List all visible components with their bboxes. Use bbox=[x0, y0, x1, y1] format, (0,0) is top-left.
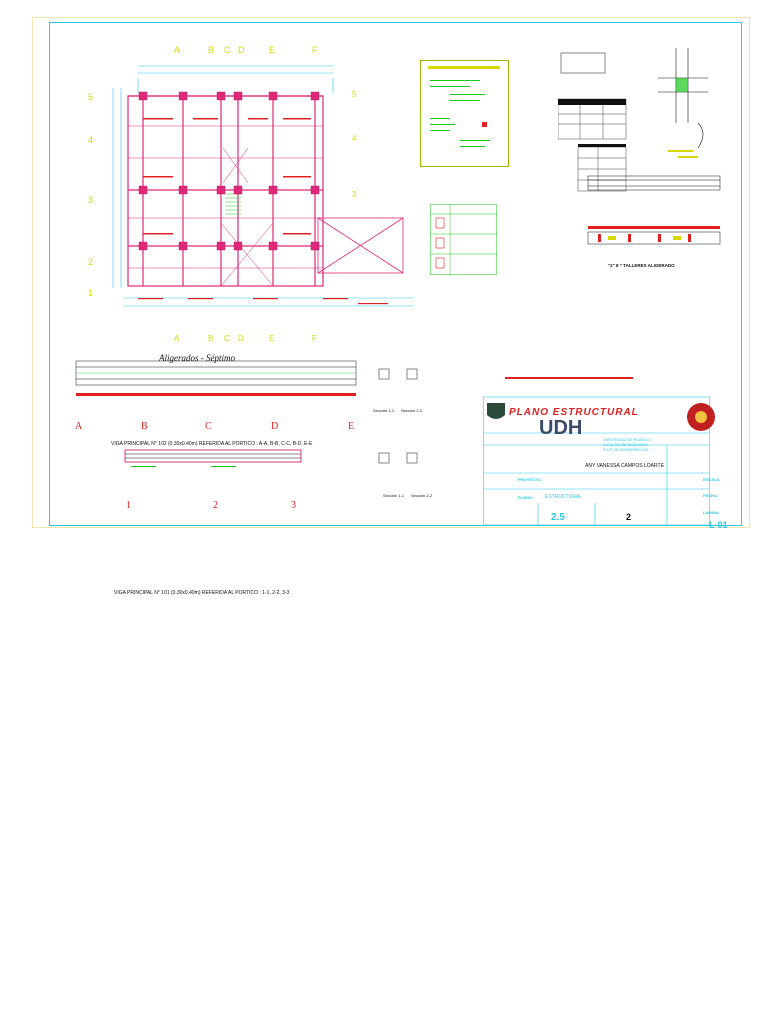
mid-axis-e: E bbox=[269, 334, 275, 343]
axis-letter-a: A bbox=[174, 45, 181, 55]
axis-number-4: 4 bbox=[88, 135, 94, 145]
scale-value: 2.5 bbox=[551, 512, 565, 523]
axis-letter-b: B bbox=[208, 45, 215, 55]
drawing-sheet bbox=[32, 17, 750, 528]
viga-102-caption: VIGA PRINCIPAL N° 102 (0.30x0.40m) REFERIDA AL PORTICO : A-A, B-B, C-C, B-D, E-E bbox=[111, 441, 313, 447]
axis-number-5: 5 bbox=[88, 92, 94, 102]
column-details bbox=[558, 48, 728, 288]
section-details bbox=[373, 363, 443, 493]
author-name: ANY VANESSA CAMPOS LOARTE bbox=[585, 463, 664, 469]
section-label-2: Sección 2-2 bbox=[401, 408, 423, 413]
axis-letter-d: D bbox=[238, 45, 245, 55]
beam-axis-1: 1 bbox=[126, 500, 131, 511]
general-notes-box bbox=[420, 60, 510, 168]
sheet-code: L-01 bbox=[709, 520, 728, 530]
university-line-2: FACULTAD DE INGENIERIA bbox=[603, 443, 648, 447]
detalle-caption: "2" 8 " TALLERES ALIGERADO bbox=[608, 263, 675, 268]
mid-axis-f: F bbox=[312, 334, 317, 343]
beam-axis-3: 3 bbox=[291, 500, 296, 511]
viga-101-caption: VIGA PRINCIPAL N° 101 (0.30x0.40m) REFERIDA AL PORTICO : 1-1, 2-2, 3-3 bbox=[114, 590, 290, 596]
axis-number-1: 1 bbox=[88, 288, 94, 298]
plano-value: ESTRUCTURAL bbox=[545, 494, 582, 500]
axis-letter-c: C bbox=[224, 45, 231, 55]
mid-axis-a: A bbox=[174, 334, 180, 343]
section-label-4: Sección 2-2 bbox=[411, 493, 433, 498]
plano-label: PLANO: bbox=[518, 495, 534, 500]
axis-letter-f: F bbox=[312, 45, 318, 55]
beam-axis-c: C bbox=[205, 421, 212, 432]
aligerados-title: Aligerados - Séptimo bbox=[159, 353, 235, 363]
axis-number-right-3: 3 bbox=[352, 190, 357, 199]
beam-axis-2: 2 bbox=[213, 500, 218, 511]
university-line-1: UNIVERSIDAD DE HUANUCO bbox=[603, 438, 652, 442]
beam-axis-a: A bbox=[75, 421, 83, 432]
axis-number-2: 2 bbox=[88, 257, 94, 267]
axis-number-right-4: 4 bbox=[352, 134, 357, 143]
reinforcement-table bbox=[430, 204, 498, 276]
fecha-label: FECHA: bbox=[703, 493, 719, 498]
mid-axis-c: C bbox=[224, 334, 230, 343]
beam-axis-e: E bbox=[348, 421, 355, 432]
university-line-3: E.A.P. DE INGENIERIA CIVIL bbox=[603, 448, 650, 452]
beam-axis-b: B bbox=[141, 421, 148, 432]
beam-axis-d: D bbox=[271, 421, 279, 432]
proyecto-label: PROYECTO: bbox=[518, 477, 542, 482]
udh-logo-text: UDH bbox=[539, 417, 583, 439]
plan-title: PLANO ESTRUCTURAL bbox=[509, 407, 639, 418]
number-value: 2 bbox=[626, 512, 632, 522]
mid-axis-b: B bbox=[208, 334, 214, 343]
lamina-label: LAMINA: bbox=[703, 510, 720, 515]
viga-102-elevation bbox=[121, 446, 306, 496]
axis-number-3: 3 bbox=[88, 195, 94, 205]
section-label-1: Sección 1-1 bbox=[373, 408, 395, 413]
mid-axis-d: D bbox=[238, 334, 244, 343]
escala-label: ESCALA: bbox=[703, 477, 721, 482]
section-label-3: Sección 1-1 bbox=[383, 493, 405, 498]
axis-number-right-5: 5 bbox=[352, 90, 357, 99]
axis-letter-e: E bbox=[269, 45, 276, 55]
